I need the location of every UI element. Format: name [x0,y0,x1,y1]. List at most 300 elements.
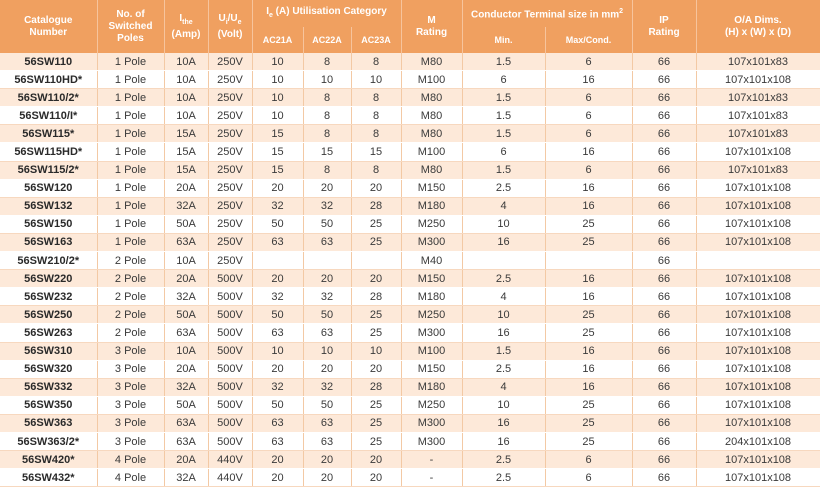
cell-ac21a: 20 [252,469,303,487]
cell-terminal-max: 16 [545,143,632,161]
cell-ac23a [351,252,401,270]
cell-terminal-max: 25 [545,414,632,432]
table-row [0,197,820,215]
cell-switched-poles: 1 Pole [97,161,164,179]
cell-ip-rating: 66 [632,252,696,270]
cell-volt: 500V [208,378,252,396]
cell-ac21a [252,252,303,270]
cell-volt: 500V [208,342,252,360]
cell-ip-rating: 66 [632,288,696,306]
cell-m-rating: M300 [401,414,462,432]
cell-volt: 500V [208,396,252,414]
cell-ithe-amp: 10A [164,252,208,270]
header-terminal-size: Conductor Terminal size in $mm^2$ [462,0,632,27]
cell-switched-poles: 3 Pole [97,360,164,378]
cell-dimensions: 107x101x108 [696,71,820,89]
table-row [0,414,820,432]
cell-volt: 250V [208,71,252,89]
table-row [0,71,820,89]
cell-switched-poles: 2 Pole [97,252,164,270]
cell-catalogue-number: 56SW150 [0,215,97,233]
cell-volt: 440V [208,469,252,487]
cell-volt: 250V [208,125,252,143]
cell-ac23a: 20 [351,179,401,197]
cell-switched-poles: 1 Pole [97,215,164,233]
cell-catalogue-number: 56SW263 [0,324,97,342]
cell-catalogue-number: 56SW332 [0,378,97,396]
cell-ac21a: 10 [252,89,303,107]
cell-terminal-min: 1.5 [462,53,545,71]
cell-switched-poles: 3 Pole [97,432,164,450]
cell-switched-poles: 1 Pole [97,71,164,89]
cell-ac22a: 8 [303,89,351,107]
cell-terminal-max: 6 [545,53,632,71]
cell-terminal-max: 25 [545,215,632,233]
cell-terminal-max: 25 [545,432,632,450]
cell-m-rating: M80 [401,161,462,179]
cell-switched-poles: 1 Pole [97,197,164,215]
header-ac23a: AC23A [351,27,401,53]
cell-volt: 250V [208,107,252,125]
table-row [0,125,820,143]
cell-m-rating: M80 [401,125,462,143]
cell-ac22a: 63 [303,414,351,432]
cell-volt: 500V [208,360,252,378]
cell-ithe-amp: 50A [164,306,208,324]
cell-switched-poles: 3 Pole [97,396,164,414]
cell-switched-poles: 1 Pole [97,125,164,143]
cell-dimensions: 107x101x83 [696,161,820,179]
table-row [0,342,820,360]
cell-ithe-amp: 32A [164,469,208,487]
cell-ac23a: 25 [351,396,401,414]
cell-ac21a: 20 [252,451,303,469]
cell-terminal-max: 16 [545,197,632,215]
header-ip-rating: IP Rating [632,0,696,53]
cell-switched-poles: 3 Pole [97,414,164,432]
cell-ac23a: 20 [351,360,401,378]
cell-ac21a: 32 [252,378,303,396]
cell-catalogue-number: 56SW110/2* [0,89,97,107]
cell-dimensions: 107x101x83 [696,107,820,125]
cell-switched-poles: 4 Pole [97,451,164,469]
cell-terminal-max [545,252,632,270]
cell-catalogue-number: 56SW420* [0,451,97,469]
cell-volt: 250V [208,53,252,71]
cell-ip-rating: 66 [632,360,696,378]
cell-catalogue-number: 56SW132 [0,197,97,215]
cell-ip-rating: 66 [632,378,696,396]
cell-ip-rating: 66 [632,143,696,161]
cell-dimensions: 107x101x108 [696,288,820,306]
cell-volt: 500V [208,324,252,342]
cell-dimensions: 107x101x83 [696,89,820,107]
cell-ac21a: 10 [252,107,303,125]
cell-terminal-max: 6 [545,107,632,125]
cell-ithe-amp: 10A [164,342,208,360]
table-row [0,469,820,487]
cell-dimensions: 107x101x108 [696,396,820,414]
cell-ithe-amp: 63A [164,233,208,251]
cell-volt: 250V [208,143,252,161]
cell-ac23a: 8 [351,107,401,125]
cell-terminal-max: 25 [545,306,632,324]
cell-dimensions: 107x101x108 [696,414,820,432]
cell-m-rating: M40 [401,252,462,270]
cell-ip-rating: 66 [632,233,696,251]
cell-m-rating: M100 [401,71,462,89]
cell-ip-rating: 66 [632,107,696,125]
cell-terminal-min: 10 [462,306,545,324]
cell-dimensions: 107x101x108 [696,143,820,161]
cell-ip-rating: 66 [632,414,696,432]
cell-ip-rating: 66 [632,179,696,197]
cell-m-rating: M150 [401,179,462,197]
cell-terminal-min: 1.5 [462,161,545,179]
cell-m-rating: - [401,469,462,487]
cell-ac22a: 10 [303,71,351,89]
cell-volt: 500V [208,306,252,324]
cell-dimensions [696,252,820,270]
cell-ithe-amp: 20A [164,179,208,197]
cell-m-rating: M80 [401,89,462,107]
cell-volt: 250V [208,197,252,215]
cell-m-rating: M180 [401,378,462,396]
cell-ac22a: 20 [303,179,351,197]
cell-ithe-amp: 50A [164,215,208,233]
cell-ithe-amp: 63A [164,414,208,432]
cell-ithe-amp: 20A [164,270,208,288]
cell-ac22a: 63 [303,324,351,342]
cell-switched-poles: 3 Pole [97,378,164,396]
cell-catalogue-number: 56SW115HD* [0,143,97,161]
cell-ithe-amp: 63A [164,324,208,342]
cell-ac22a: 20 [303,469,351,487]
cell-ac21a: 50 [252,306,303,324]
cell-m-rating: M300 [401,324,462,342]
table-row [0,306,820,324]
cell-ac22a: 20 [303,451,351,469]
cell-catalogue-number: 56SW110/I* [0,107,97,125]
cell-ac22a: 32 [303,288,351,306]
cell-ac22a: 50 [303,215,351,233]
cell-terminal-min: 4 [462,378,545,396]
cell-ac23a: 25 [351,432,401,450]
table-row [0,270,820,288]
cell-catalogue-number: 56SW363 [0,414,97,432]
cell-ac21a: 63 [252,324,303,342]
cell-dimensions: 107x101x108 [696,451,820,469]
cell-m-rating: - [401,451,462,469]
cell-m-rating: M180 [401,288,462,306]
cell-catalogue-number: 56SW232 [0,288,97,306]
cell-switched-poles: 1 Pole [97,143,164,161]
header-ithe: $I_{the}$ (Amp) [164,0,208,53]
cell-ip-rating: 66 [632,89,696,107]
cell-ac23a: 25 [351,414,401,432]
table-row [0,396,820,414]
header-m-rating: M Rating [401,0,462,53]
cell-ac23a: 25 [351,233,401,251]
cell-catalogue-number: 56SW120 [0,179,97,197]
table-body [0,53,820,487]
cell-terminal-min: 6 [462,71,545,89]
header-ac22a: AC22A [303,27,351,53]
cell-terminal-min [462,252,545,270]
cell-ac21a: 32 [252,197,303,215]
cell-ithe-amp: 10A [164,53,208,71]
cell-terminal-max: 16 [545,71,632,89]
cell-catalogue-number: 56SW310 [0,342,97,360]
cell-ac22a: 8 [303,161,351,179]
cell-switched-poles: 1 Pole [97,179,164,197]
cell-ac22a: 10 [303,342,351,360]
cell-m-rating: M80 [401,107,462,125]
header-volt: $U_i/U_e$ (Volt) [208,0,252,53]
cell-switched-poles: 1 Pole [97,89,164,107]
table-row [0,215,820,233]
cell-ac22a: 20 [303,360,351,378]
table-row [0,53,820,71]
cell-ac23a: 8 [351,125,401,143]
cell-ip-rating: 66 [632,396,696,414]
cell-ac21a: 50 [252,396,303,414]
cell-ac22a: 8 [303,53,351,71]
cell-switched-poles: 2 Pole [97,288,164,306]
cell-dimensions: 107x101x108 [696,179,820,197]
cell-ithe-amp: 10A [164,71,208,89]
cell-catalogue-number: 56SW432* [0,469,97,487]
cell-dimensions: 107x101x108 [696,469,820,487]
cell-terminal-max: 16 [545,270,632,288]
cell-ac22a: 63 [303,233,351,251]
cell-terminal-max: 25 [545,396,632,414]
cell-ithe-amp: 63A [164,432,208,450]
cell-ac23a: 8 [351,89,401,107]
cell-ip-rating: 66 [632,71,696,89]
cell-ac23a: 25 [351,324,401,342]
table-row [0,252,820,270]
cell-volt: 440V [208,451,252,469]
cell-ac23a: 28 [351,288,401,306]
table-row [0,288,820,306]
cell-volt: 500V [208,270,252,288]
cell-ip-rating: 66 [632,324,696,342]
cell-ac21a: 20 [252,179,303,197]
cell-ip-rating: 66 [632,469,696,487]
cell-dimensions: 107x101x108 [696,342,820,360]
cell-ac21a: 63 [252,414,303,432]
table-row [0,432,820,450]
table-row [0,360,820,378]
cell-m-rating: M250 [401,306,462,324]
table-header [0,0,820,53]
cell-ac22a: 32 [303,378,351,396]
cell-ac21a: 15 [252,143,303,161]
cell-terminal-min: 1.5 [462,107,545,125]
cell-ac23a: 10 [351,342,401,360]
header-utilisation: $I_e$ (A) Utilisation Category [252,0,401,27]
cell-ac23a: 10 [351,71,401,89]
cell-volt: 250V [208,89,252,107]
cell-terminal-max: 16 [545,360,632,378]
cell-volt: 250V [208,179,252,197]
cell-m-rating: M250 [401,396,462,414]
cell-switched-poles: 1 Pole [97,233,164,251]
cell-terminal-min: 1.5 [462,89,545,107]
cell-ip-rating: 66 [632,270,696,288]
cell-terminal-max: 25 [545,324,632,342]
cell-ac21a: 10 [252,53,303,71]
cell-switched-poles: 2 Pole [97,306,164,324]
cell-catalogue-number: 56SW250 [0,306,97,324]
cell-terminal-max: 16 [545,179,632,197]
cell-dimensions: 107x101x108 [696,197,820,215]
cell-switched-poles: 1 Pole [97,107,164,125]
cell-catalogue-number: 56SW320 [0,360,97,378]
cell-ithe-amp: 15A [164,161,208,179]
cell-ac21a: 20 [252,270,303,288]
cell-ithe-amp: 20A [164,360,208,378]
cell-terminal-min: 16 [462,324,545,342]
cell-m-rating: M80 [401,53,462,71]
cell-terminal-min: 16 [462,432,545,450]
table-row [0,233,820,251]
cell-terminal-min: 10 [462,396,545,414]
cell-ithe-amp: 15A [164,125,208,143]
cell-volt: 500V [208,288,252,306]
cell-catalogue-number: 56SW110HD* [0,71,97,89]
table-row [0,324,820,342]
cell-catalogue-number: 56SW115/2* [0,161,97,179]
header-catalogue: Catalogue Number [0,0,97,53]
table-row [0,89,820,107]
cell-ithe-amp: 32A [164,378,208,396]
cell-dimensions: 204x101x108 [696,432,820,450]
cell-terminal-min: 10 [462,215,545,233]
cell-terminal-min: 4 [462,197,545,215]
cell-terminal-max: 6 [545,161,632,179]
cell-ip-rating: 66 [632,451,696,469]
table-row [0,107,820,125]
cell-ac23a: 15 [351,143,401,161]
cell-dimensions: 107x101x108 [696,270,820,288]
cell-dimensions: 107x101x83 [696,53,820,71]
header-ac21a: AC21A [252,27,303,53]
cell-ac23a: 28 [351,378,401,396]
cell-ip-rating: 66 [632,215,696,233]
cell-volt: 250V [208,252,252,270]
cell-terminal-max: 6 [545,451,632,469]
cell-ithe-amp: 32A [164,288,208,306]
cell-ip-rating: 66 [632,342,696,360]
cell-volt: 500V [208,414,252,432]
cell-dimensions: 107x101x108 [696,360,820,378]
header-min: Min. [462,27,545,53]
cell-ip-rating: 66 [632,161,696,179]
table-row [0,378,820,396]
cell-m-rating: M150 [401,270,462,288]
cell-ac21a: 15 [252,125,303,143]
cell-dimensions: 107x101x108 [696,324,820,342]
cell-ac21a: 63 [252,432,303,450]
cell-terminal-max: 6 [545,469,632,487]
cell-ac22a: 32 [303,197,351,215]
header-max-cond: Max/Cond. [545,27,632,53]
cell-ac23a: 25 [351,306,401,324]
cell-terminal-min: 2.5 [462,360,545,378]
cell-terminal-min: 2.5 [462,469,545,487]
table-row [0,451,820,469]
cell-terminal-min: 2.5 [462,179,545,197]
table-row [0,179,820,197]
cell-ac22a: 63 [303,432,351,450]
cell-volt: 250V [208,161,252,179]
cell-terminal-min: 1.5 [462,125,545,143]
cell-ac21a: 10 [252,71,303,89]
cell-terminal-min: 2.5 [462,451,545,469]
header-switched-poles: No. of Switched Poles [97,0,164,53]
cell-terminal-max: 16 [545,378,632,396]
cell-m-rating: M250 [401,215,462,233]
cell-m-rating: M100 [401,143,462,161]
cell-ac21a: 15 [252,161,303,179]
table-row [0,143,820,161]
cell-dimensions: 107x101x83 [696,125,820,143]
cell-m-rating: M100 [401,342,462,360]
cell-terminal-max: 16 [545,342,632,360]
cell-dimensions: 107x101x108 [696,306,820,324]
cell-terminal-min: 2.5 [462,270,545,288]
cell-ithe-amp: 10A [164,107,208,125]
cell-catalogue-number: 56SW363/2* [0,432,97,450]
cell-terminal-max: 6 [545,125,632,143]
cell-ip-rating: 66 [632,197,696,215]
cell-volt: 250V [208,233,252,251]
header-dimensions: O/A Dims. (H) x (W) x (D) [696,0,820,53]
cell-ac23a: 8 [351,53,401,71]
cell-ac22a: 15 [303,143,351,161]
cell-ac23a: 20 [351,451,401,469]
cell-switched-poles: 4 Pole [97,469,164,487]
cell-ac23a: 20 [351,469,401,487]
cell-m-rating: M300 [401,432,462,450]
cell-ac23a: 28 [351,197,401,215]
cell-catalogue-number: 56SW115* [0,125,97,143]
cell-ip-rating: 66 [632,125,696,143]
cell-ithe-amp: 32A [164,197,208,215]
cell-m-rating: M180 [401,197,462,215]
cell-ac22a: 8 [303,107,351,125]
cell-ac22a: 50 [303,306,351,324]
cell-catalogue-number: 56SW163 [0,233,97,251]
cell-switched-poles: 2 Pole [97,324,164,342]
cell-ip-rating: 66 [632,432,696,450]
cell-terminal-min: 6 [462,143,545,161]
cell-m-rating: M150 [401,360,462,378]
cell-terminal-min: 4 [462,288,545,306]
cell-volt: 250V [208,215,252,233]
cell-terminal-min: 16 [462,233,545,251]
cell-ac23a: 25 [351,215,401,233]
cell-terminal-max: 25 [545,233,632,251]
cell-m-rating: M300 [401,233,462,251]
cell-switched-poles: 3 Pole [97,342,164,360]
cell-ac21a: 32 [252,288,303,306]
cell-ithe-amp: 50A [164,396,208,414]
cell-ac23a: 20 [351,270,401,288]
cell-ac22a: 50 [303,396,351,414]
